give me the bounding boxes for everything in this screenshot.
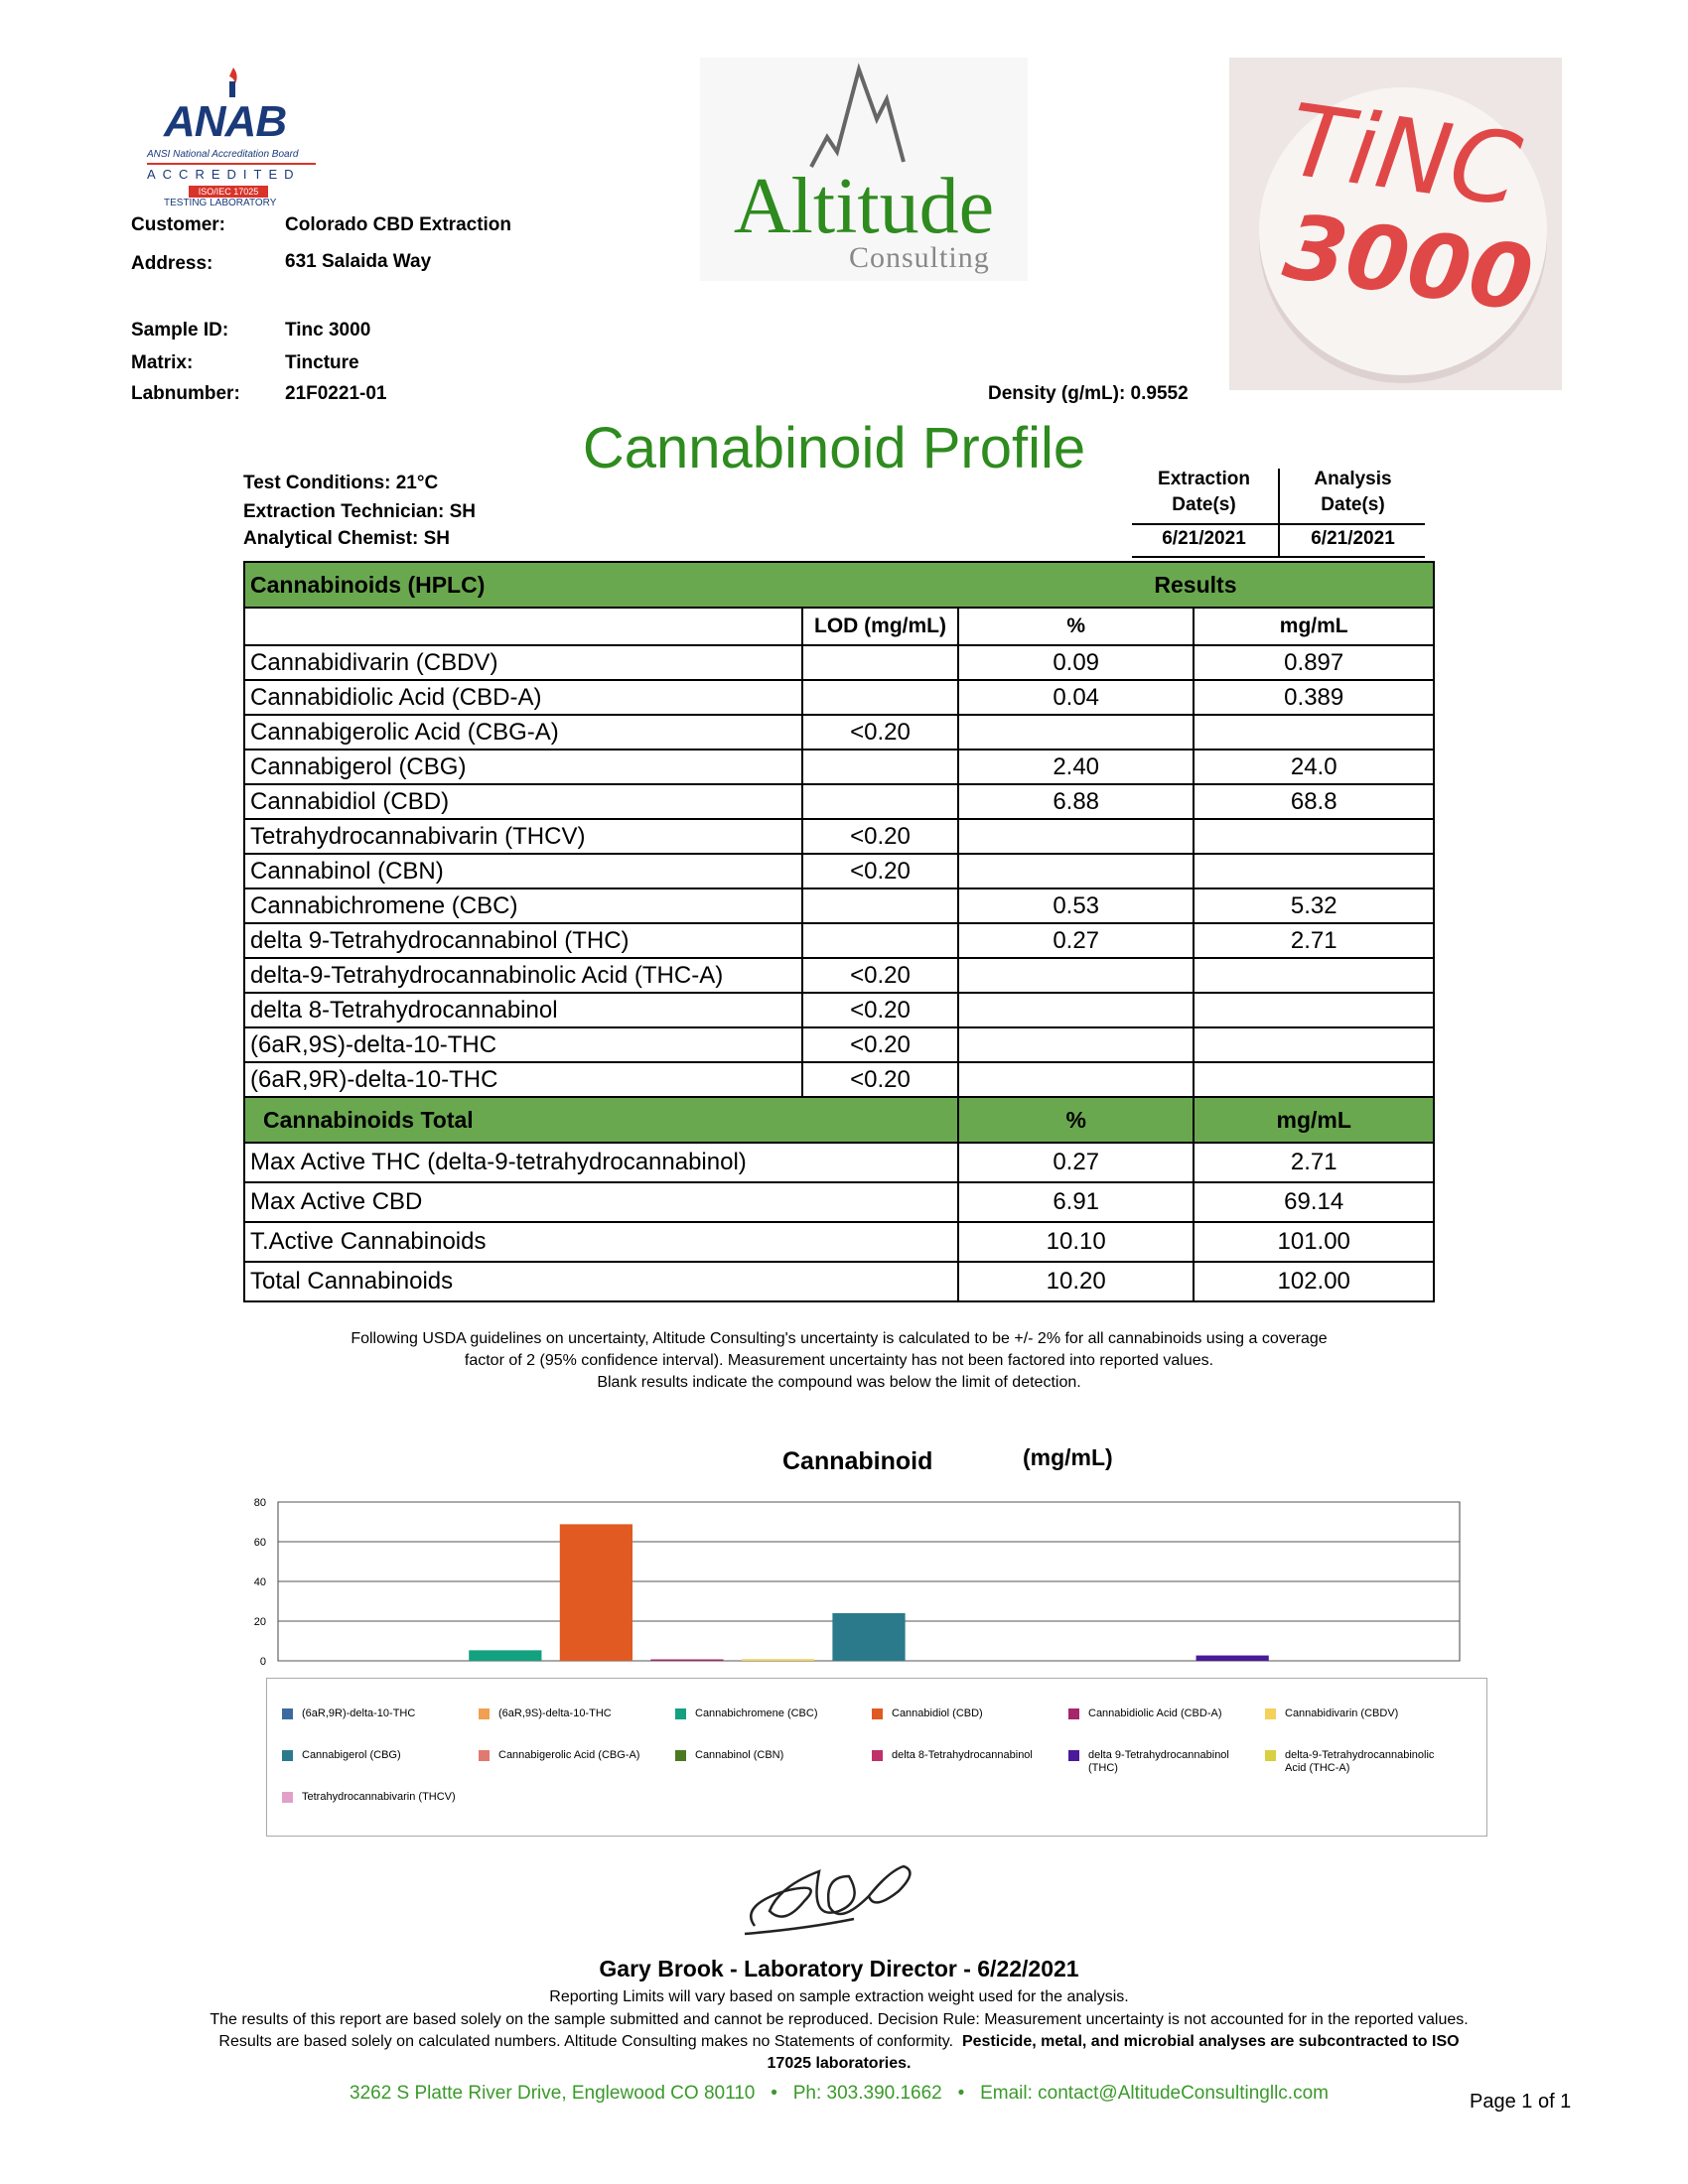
address-value: 631 Salaida Way xyxy=(285,251,432,272)
pct-cell: 0.27 xyxy=(958,923,1195,958)
total-pct: 10.10 xyxy=(958,1222,1195,1262)
table-row xyxy=(244,819,1434,854)
anab-logo xyxy=(139,60,323,208)
legend-swatch xyxy=(282,1708,293,1719)
totals-row xyxy=(244,1182,1434,1222)
lod-cell: <0.20 xyxy=(802,993,958,1027)
signatory-line: Gary Brook - Laboratory Director - 6/22/2021 xyxy=(599,1956,1079,1981)
lod-cell: <0.20 xyxy=(802,1027,958,1062)
matrix-value: Tincture xyxy=(285,352,359,373)
page-number: Page 1 of 1 xyxy=(1470,2091,1572,2113)
uncertainty-note-3: Blank results indicate the compound was below the limit of detection. xyxy=(597,1374,1081,1391)
legend-label: Cannabinol (CBN) xyxy=(695,1749,784,1761)
legend-swatch xyxy=(282,1792,293,1803)
y-tick-label: 80 xyxy=(253,1497,266,1509)
cannabinoid-name: (6aR,9S)-delta-10-THC xyxy=(244,1027,802,1062)
disclaimer-3a: Results are based solely on calculated numbers. Altitude Consulting makes no Statements of conformity. xyxy=(218,2033,954,2050)
col-lod: LOD (mg/mL) xyxy=(802,608,958,645)
cannabinoid-name: Tetrahydrocannabivarin (THCV) xyxy=(244,819,802,854)
anab-iso-badge: ISO/IEC 17025 xyxy=(189,186,268,198)
legend-label: Cannabigerol (CBG) xyxy=(302,1749,401,1761)
totals-col-pct: % xyxy=(958,1097,1195,1143)
table-row xyxy=(244,715,1434,750)
sample-id-label: Sample ID: xyxy=(131,320,229,341)
total-name: Total Cannabinoids xyxy=(244,1262,958,1301)
matrix-label: Matrix: xyxy=(131,352,194,373)
mg-cell xyxy=(1194,715,1434,750)
legend-swatch xyxy=(1068,1708,1079,1719)
table-row xyxy=(244,958,1434,993)
table-row xyxy=(244,993,1434,1027)
disclaimer-3b: Pesticide, metal, and microbial analyses are subcontracted to ISO xyxy=(961,2033,1460,2050)
total-pct: 6.91 xyxy=(958,1182,1195,1222)
lod-cell: <0.20 xyxy=(802,715,958,750)
analysis-label-2: Date(s) xyxy=(1321,494,1385,515)
totals-row xyxy=(244,1222,1434,1262)
total-mg: 102.00 xyxy=(1194,1262,1434,1301)
test-conditions: Test Conditions: 21°C xyxy=(243,473,439,493)
legend-swatch xyxy=(675,1708,686,1719)
labnumber-label: Labnumber: xyxy=(131,383,240,404)
legend-label: (6aR,9R)-delta-10-THC xyxy=(302,1707,416,1719)
cannabinoid-name: Cannabigerol (CBG) xyxy=(244,750,802,784)
lod-cell xyxy=(802,680,958,715)
chart-title: Cannabinoid xyxy=(782,1447,933,1475)
legend-label: Cannabichromene (CBC) xyxy=(695,1707,818,1719)
table-row xyxy=(244,854,1434,888)
legend-label: Tetrahydrocannabivarin (THCV) xyxy=(302,1791,456,1803)
lod-cell xyxy=(802,888,958,923)
anab-subtitle: ANSI National Accreditation Board xyxy=(147,149,299,160)
pct-cell xyxy=(958,958,1195,993)
disclaimer-2: The results of this report are based solely on the sample submitted and cannot be reproduced. Decision Rule: Measurement uncertainty is not accounted for in the reported values. xyxy=(210,2011,1469,2028)
mg-cell: 0.897 xyxy=(1194,645,1434,680)
legend-swatch xyxy=(1068,1750,1079,1761)
pct-cell xyxy=(958,1062,1195,1097)
pct-cell: 0.53 xyxy=(958,888,1195,923)
table-header-right: Results xyxy=(958,562,1434,608)
cannabinoid-name: Cannabichromene (CBC) xyxy=(244,888,802,923)
totals-header: Cannabinoids Total xyxy=(244,1097,958,1143)
lod-cell: <0.20 xyxy=(802,819,958,854)
customer-value: Colorado CBD Extraction xyxy=(285,214,512,235)
footer-contact: 3262 S Platte River Drive, Englewood CO 80110 • Ph: 303.390.1662 • Email: contact@AltitudeConsultingllc.com xyxy=(350,2083,1329,2104)
mg-cell xyxy=(1194,1062,1434,1097)
cannabinoid-name: Cannabinol (CBN) xyxy=(244,854,802,888)
table-row xyxy=(244,923,1434,958)
total-name: Max Active THC (delta-9-tetrahydrocannabinol) xyxy=(244,1143,958,1182)
bar xyxy=(560,1524,633,1661)
table-row xyxy=(244,784,1434,819)
legend-label: (6aR,9S)-delta-10-THC xyxy=(498,1707,612,1719)
altitude-sub: Consulting xyxy=(849,241,990,274)
uncertainty-note-1: Following USDA guidelines on uncertainty, Altitude Consulting's uncertainty is calculated to be +/- 2% for all cannabinoids using a coverage xyxy=(351,1330,1328,1347)
bar xyxy=(650,1660,723,1662)
altitude-name: Altitude xyxy=(733,163,995,250)
pct-cell: 0.09 xyxy=(958,645,1195,680)
anab-name: ANAB xyxy=(164,97,287,146)
table-header-row xyxy=(244,562,1434,608)
cannabinoid-name: Cannabidivarin (CBDV) xyxy=(244,645,802,680)
analysis-date: 6/21/2021 xyxy=(1311,528,1395,549)
total-mg: 101.00 xyxy=(1194,1222,1434,1262)
uncertainty-note-2: factor of 2 (95% confidence interval). Measurement uncertainty has not been factored into reported values. xyxy=(464,1352,1214,1369)
col-pct: % xyxy=(958,608,1195,645)
cannabinoid-name: Cannabigerolic Acid (CBG-A) xyxy=(244,715,802,750)
pct-cell xyxy=(958,854,1195,888)
mg-cell: 2.71 xyxy=(1194,923,1434,958)
legend-label: Cannabidiol (CBD) xyxy=(892,1707,983,1719)
pct-cell xyxy=(958,993,1195,1027)
table-row xyxy=(244,1062,1434,1097)
cannabinoid-name: Cannabidiol (CBD) xyxy=(244,784,802,819)
sample-photo xyxy=(1229,58,1562,390)
signature xyxy=(735,1846,943,1941)
total-pct: 0.27 xyxy=(958,1143,1195,1182)
anab-accredited: ACCREDITED xyxy=(147,167,301,182)
legend-label: Cannabidivarin (CBDV) xyxy=(1285,1707,1399,1719)
disclaimer-4: 17025 laboratories. xyxy=(767,2055,912,2072)
legend-label: Cannabidiolic Acid (CBD-A) xyxy=(1088,1707,1222,1719)
cannabinoid-name: delta 8-Tetrahydrocannabinol xyxy=(244,993,802,1027)
mg-cell xyxy=(1194,958,1434,993)
disclaimer-3 xyxy=(0,2033,1678,2051)
table-row xyxy=(244,1027,1434,1062)
y-tick-label: 20 xyxy=(253,1616,266,1628)
table-row xyxy=(244,750,1434,784)
cannabinoid-name: delta-9-Tetrahydrocannabinolic Acid (THC-A) xyxy=(244,958,802,993)
bar xyxy=(742,1659,814,1661)
anab-testing-lab: TESTING LABORATORY xyxy=(164,198,277,208)
totals-col-mg: mg/mL xyxy=(1194,1097,1434,1143)
mg-cell xyxy=(1194,819,1434,854)
sample-id-value: Tinc 3000 xyxy=(285,320,371,341)
cannabinoid-table xyxy=(243,561,1435,1302)
photo-text-1: TiNC xyxy=(1281,81,1528,229)
analysis-label-1: Analysis xyxy=(1314,469,1392,489)
table-header-left: Cannabinoids (HPLC) xyxy=(244,562,958,608)
lod-cell xyxy=(802,784,958,819)
mg-cell xyxy=(1194,854,1434,888)
cannabinoid-bar-chart xyxy=(238,1484,1479,1673)
address-label: Address: xyxy=(131,253,213,274)
table-row xyxy=(244,680,1434,715)
bar xyxy=(469,1650,541,1661)
disclaimer-1: Reporting Limits will vary based on sample extraction weight used for the analysis. xyxy=(549,1988,1129,2005)
extraction-date: 6/21/2021 xyxy=(1162,528,1246,549)
legend-swatch xyxy=(282,1750,293,1761)
footer-phone: Ph: 303.390.1662 xyxy=(792,2083,942,2104)
density: Density (g/mL): 0.9552 xyxy=(988,383,1189,404)
totals-row xyxy=(244,1262,1434,1301)
mg-cell: 5.32 xyxy=(1194,888,1434,923)
altitude-logo xyxy=(700,58,1028,281)
cannabinoid-name: delta 9-Tetrahydrocannabinol (THC) xyxy=(244,923,802,958)
cannabinoid-name: (6aR,9R)-delta-10-THC xyxy=(244,1062,802,1097)
total-mg: 2.71 xyxy=(1194,1143,1434,1182)
lod-cell: <0.20 xyxy=(802,1062,958,1097)
legend-swatch xyxy=(872,1750,883,1761)
analytical-chemist: Analytical Chemist: SH xyxy=(243,528,450,549)
pct-cell xyxy=(958,819,1195,854)
total-mg: 69.14 xyxy=(1194,1182,1434,1222)
pct-cell: 2.40 xyxy=(958,750,1195,784)
legend-swatch xyxy=(479,1750,490,1761)
bar xyxy=(1196,1656,1269,1661)
extraction-technician: Extraction Technician: SH xyxy=(243,501,477,522)
legend-swatch xyxy=(675,1750,686,1761)
pct-cell xyxy=(958,715,1195,750)
pct-cell xyxy=(958,1027,1195,1062)
legend-swatch xyxy=(872,1708,883,1719)
totals-row xyxy=(244,1143,1434,1182)
mg-cell: 24.0 xyxy=(1194,750,1434,784)
footer-email: Email: contact@AltitudeConsultingllc.com xyxy=(980,2083,1329,2104)
bar xyxy=(832,1613,905,1661)
legend-swatch xyxy=(1265,1708,1276,1719)
totals-header-row xyxy=(244,1097,1434,1143)
total-name: T.Active Cannabinoids xyxy=(244,1222,958,1262)
legend-swatch xyxy=(479,1708,490,1719)
mg-cell: 0.389 xyxy=(1194,680,1434,715)
legend-label: Cannabigerolic Acid (CBG-A) xyxy=(498,1749,640,1761)
legend-label: delta-9-Tetrahydrocannabinolic Acid (THC-A) xyxy=(1285,1749,1435,1774)
y-tick-label: 60 xyxy=(253,1537,266,1549)
lod-cell xyxy=(802,923,958,958)
cannabinoid-name: Cannabidiolic Acid (CBD-A) xyxy=(244,680,802,715)
footer-address: 3262 S Platte River Drive, Englewood CO 80110 xyxy=(350,2083,756,2104)
pct-cell: 6.88 xyxy=(958,784,1195,819)
chart-legend xyxy=(266,1678,1487,1837)
column-header-row xyxy=(244,608,1434,645)
legend-swatch xyxy=(1265,1750,1276,1761)
mg-cell xyxy=(1194,1027,1434,1062)
lod-cell xyxy=(802,645,958,680)
photo-text-2: 3000 xyxy=(1277,195,1539,333)
mountain-icon xyxy=(700,58,1028,177)
legend-label: delta 9-Tetrahydrocannabinol (THC) xyxy=(1088,1749,1229,1774)
total-name: Max Active CBD xyxy=(244,1182,958,1222)
col-mg: mg/mL xyxy=(1194,608,1434,645)
dates-block xyxy=(1132,469,1425,558)
legend-label: delta 8-Tetrahydrocannabinol xyxy=(892,1749,1033,1761)
pct-cell: 0.04 xyxy=(958,680,1195,715)
customer-label: Customer: xyxy=(131,214,226,235)
labnumber-value: 21F0221-01 xyxy=(285,383,387,404)
mg-cell xyxy=(1194,993,1434,1027)
chart-title-unit: (mg/mL) xyxy=(1023,1444,1113,1470)
table-row xyxy=(244,645,1434,680)
table-row xyxy=(244,888,1434,923)
lod-cell: <0.20 xyxy=(802,854,958,888)
extraction-label-1: Extraction xyxy=(1158,469,1250,489)
y-tick-label: 0 xyxy=(259,1656,266,1668)
page-title: Cannabinoid Profile xyxy=(582,416,1086,480)
mg-cell: 68.8 xyxy=(1194,784,1434,819)
y-tick-label: 40 xyxy=(253,1576,266,1588)
lod-cell: <0.20 xyxy=(802,958,958,993)
extraction-label-2: Date(s) xyxy=(1172,494,1236,515)
lod-cell xyxy=(802,750,958,784)
total-pct: 10.20 xyxy=(958,1262,1195,1301)
